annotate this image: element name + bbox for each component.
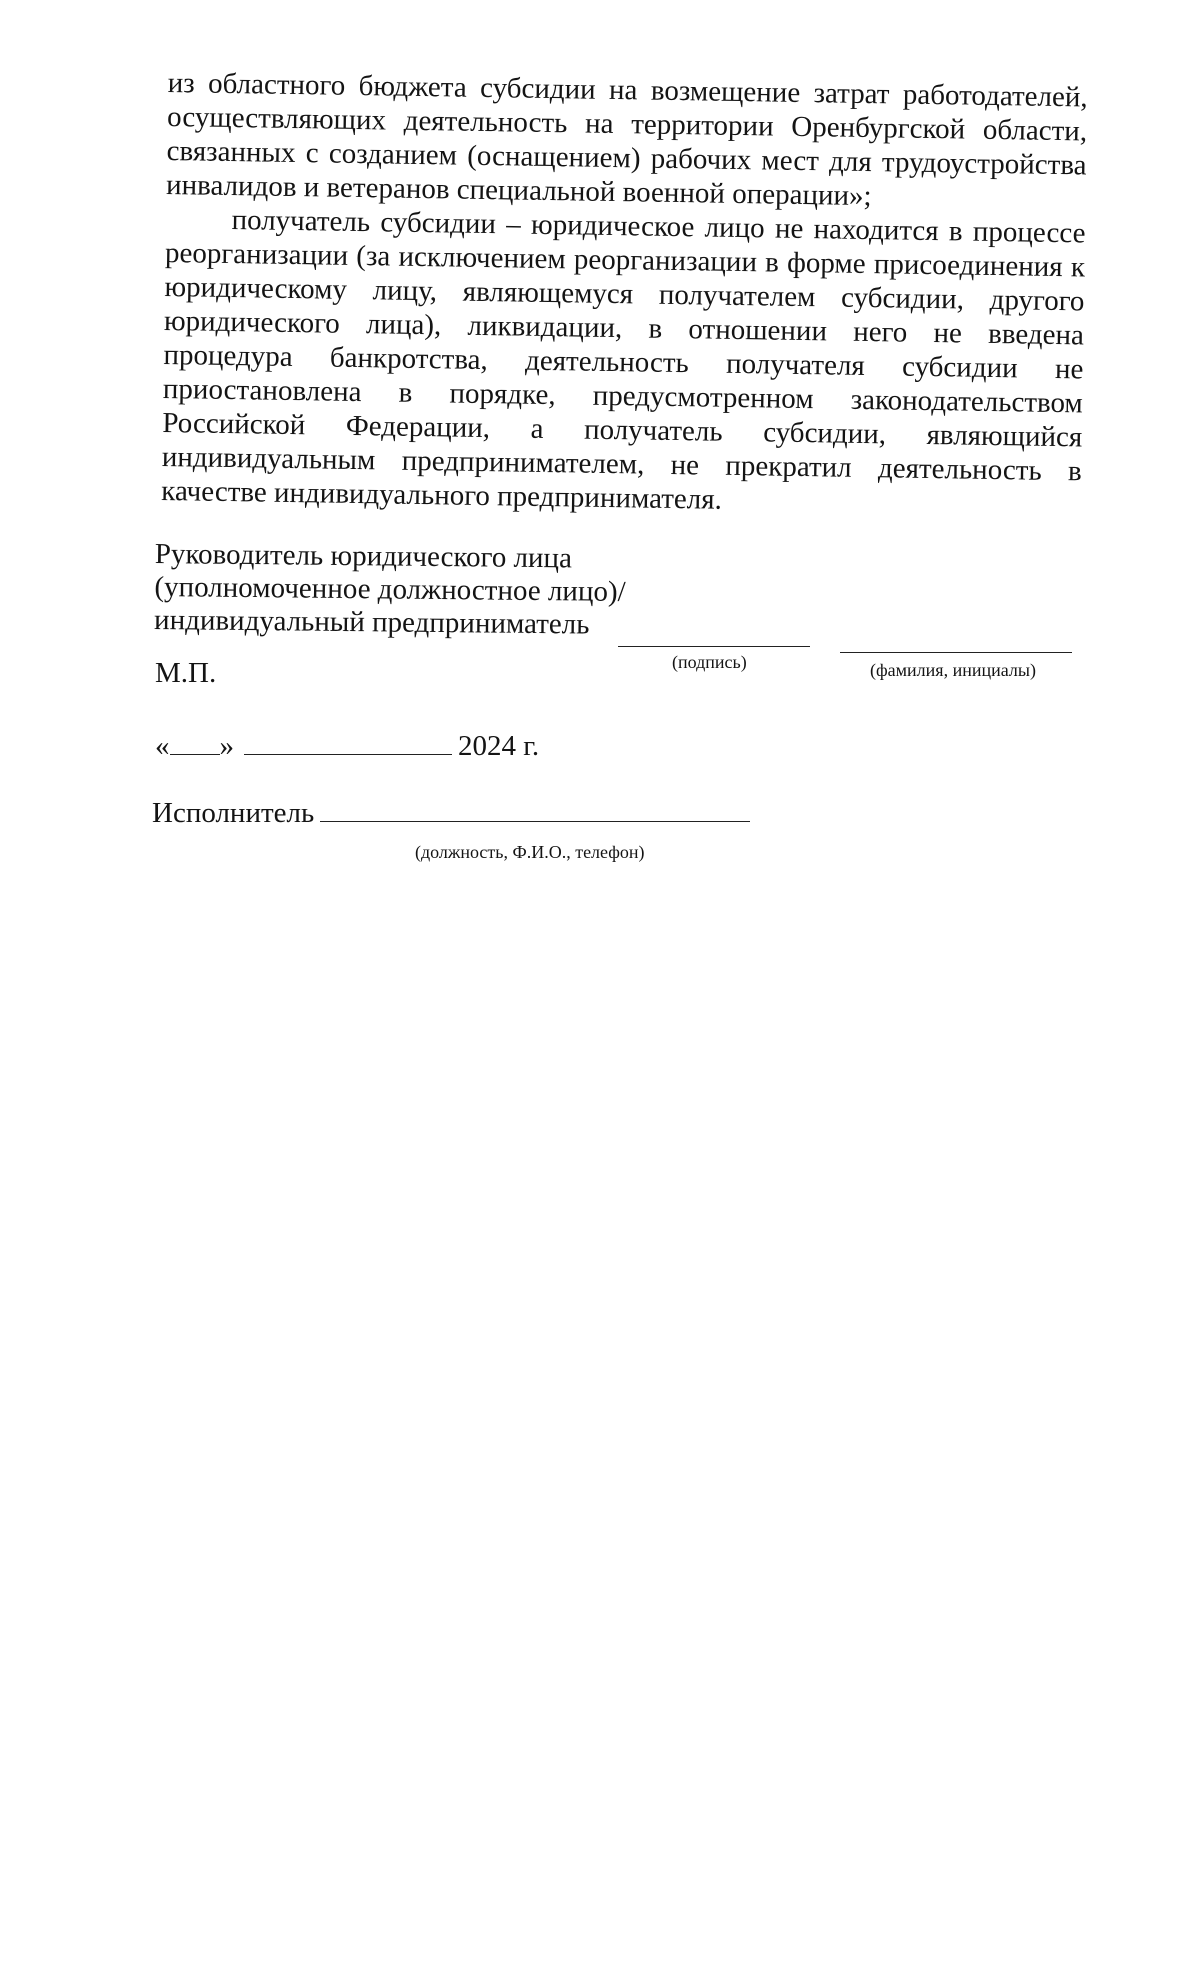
date-open-quote: «: [155, 730, 170, 762]
executor-row: [152, 795, 750, 830]
stamp-label: М.П.: [155, 657, 217, 689]
executor-caption: (должность, Ф.И.О., телефон): [415, 842, 645, 862]
body-text: [161, 66, 1088, 522]
signatory-title-line-1: Руководитель юридического лица: [154, 538, 573, 575]
month-blank: [244, 732, 452, 755]
day-blank: [170, 732, 220, 755]
signatory-title: [154, 538, 626, 642]
name-line: [840, 652, 1072, 653]
signatory-title-line-3: индивидуальный предприниматель: [153, 603, 590, 641]
executor-blank: [320, 795, 750, 822]
paragraph-recipient-status: получатель субсидии – юридическое лицо не находится в процессе реорганизации (за исключением реорганизации в форме присоединения к юридическому лицу, являющемуся получателем субсидии, другого юридического лица), ликвидации, в отношении него не введена процедура банкротства, деятельность получателя субсидии не приостановлена в порядке, предусмотренном законодательством Российской Федерации, а получатель субсидии, являющийся индивидуальным предпринимателем, не прекратил деятельность в качестве индивидуального предпринимателя.: [161, 204, 1086, 516]
signature-caption: (подпись): [672, 652, 747, 672]
date-close-quote: »: [219, 730, 234, 762]
signatory-title-line-2: (уполномоченное должностное лицо)/: [154, 570, 626, 608]
date-year: 2024 г.: [458, 730, 540, 762]
name-caption: (фамилия, инициалы): [870, 660, 1036, 680]
signature-line: [618, 646, 810, 647]
date-row: [155, 730, 539, 763]
paragraph-continuation: из областного бюджета субсидии на возмещение затрат работодателей, осуществляющих деятельность на территории Оренбургской области, связанных с созданием (оснащением) рабочих мест для трудоустройства инвалидов и ветеранов специальной военной операции»;: [165, 66, 1088, 213]
executor-label: Исполнитель: [152, 797, 315, 829]
